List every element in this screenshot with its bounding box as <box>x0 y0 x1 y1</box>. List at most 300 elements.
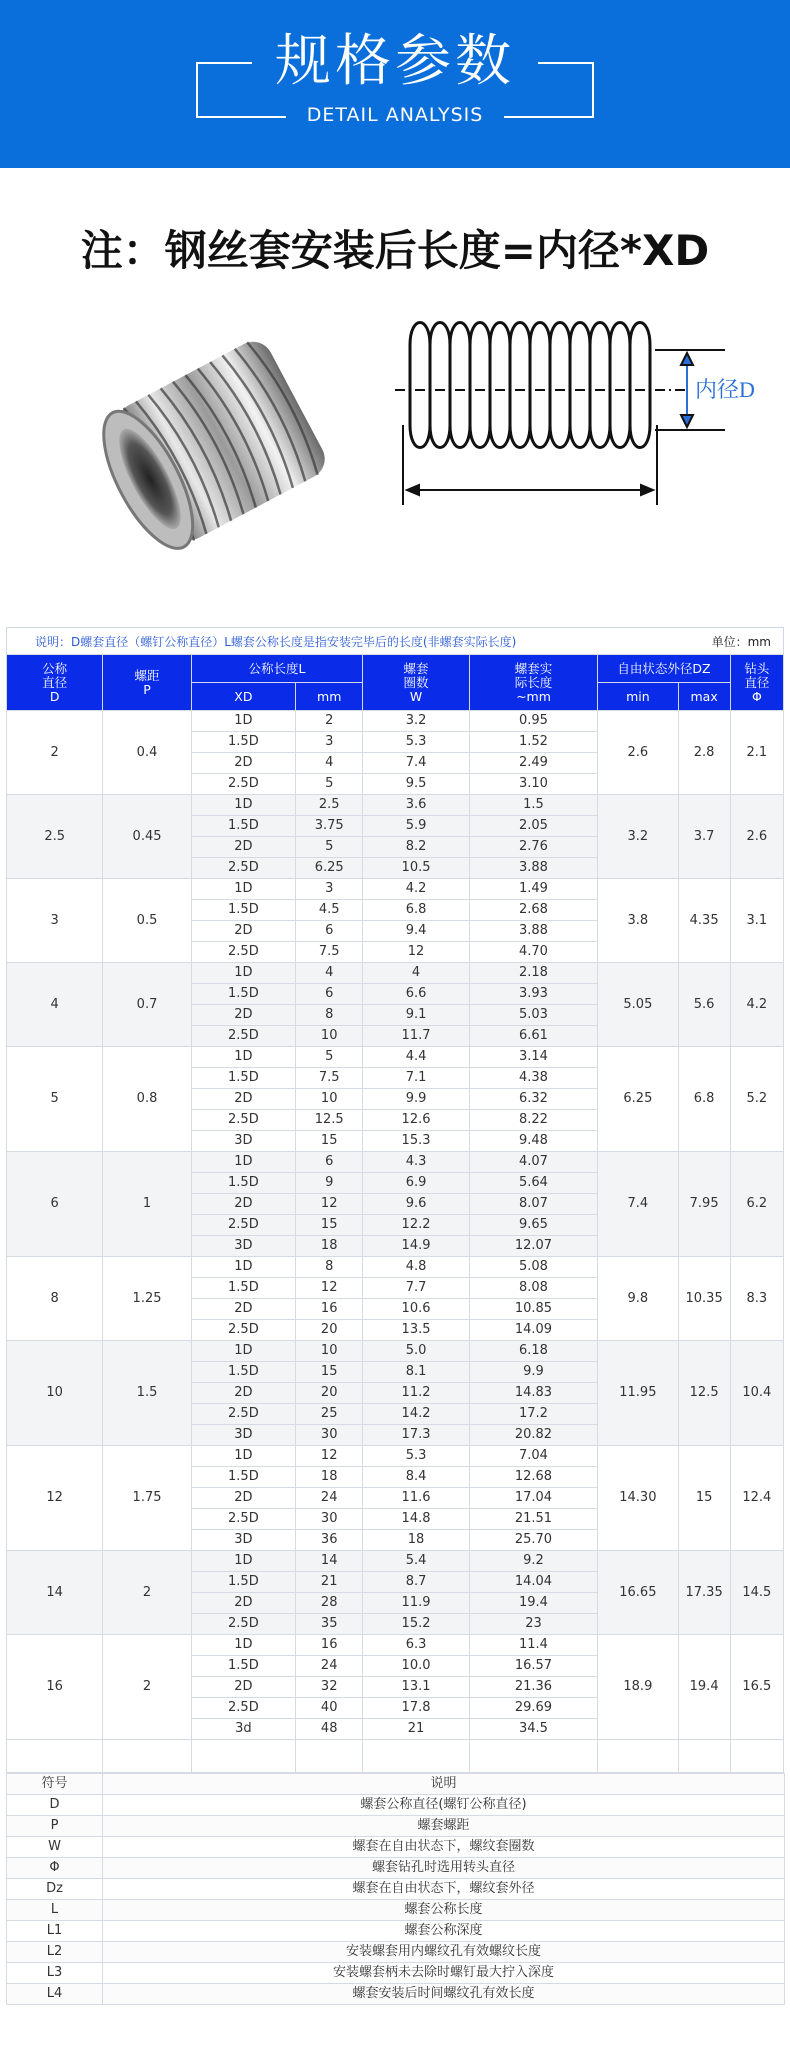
cell-coils: 8.7 <box>363 1572 469 1593</box>
cell-dz-min: 7.4 <box>598 1152 678 1257</box>
cell-length-mm: 12 <box>296 1446 363 1467</box>
cell-pitch: 1.75 <box>103 1446 191 1551</box>
cell-coils: 21 <box>363 1719 469 1740</box>
cell-length-mm: 3 <box>296 732 363 753</box>
cell-length-xd: 2D <box>191 1488 295 1509</box>
spacer-cell <box>598 1740 678 1773</box>
cell-length-xd: 1.5D <box>191 1278 295 1299</box>
col-header-dz-min: min <box>598 683 678 711</box>
cell-actual-length: 14.09 <box>469 1320 597 1341</box>
legend-row <box>7 1942 785 1963</box>
cell-coils: 4 <box>363 963 469 984</box>
table-row <box>7 1257 784 1278</box>
cell-diameter: 2 <box>7 711 103 795</box>
legend-description: 螺套钻孔时选用转头直径 <box>103 1858 785 1879</box>
cell-length-xd: 1D <box>191 963 295 984</box>
cell-coils: 9.6 <box>363 1194 469 1215</box>
table-row <box>7 1152 784 1173</box>
cell-dz-max: 19.4 <box>678 1635 730 1740</box>
cell-length-xd: 2D <box>191 1194 295 1215</box>
table-row <box>7 1551 784 1572</box>
legend-row <box>7 1858 785 1879</box>
cell-dz-min: 3.2 <box>598 795 678 879</box>
cell-length-xd: 2D <box>191 1383 295 1404</box>
cell-drill-diameter: 2.1 <box>730 711 783 795</box>
cell-length-xd: 1.5D <box>191 900 295 921</box>
cell-actual-length: 9.9 <box>469 1362 597 1383</box>
cell-length-xd: 2D <box>191 921 295 942</box>
cell-dz-max: 5.6 <box>678 963 730 1047</box>
cell-pitch: 0.8 <box>103 1047 191 1152</box>
cell-dz-max: 10.35 <box>678 1257 730 1341</box>
cell-length-xd: 2.5D <box>191 1320 295 1341</box>
cell-actual-length: 12.07 <box>469 1236 597 1257</box>
cell-length-mm: 20 <box>296 1383 363 1404</box>
col-header-d: 公称 直径 D <box>7 655 103 711</box>
cell-length-mm: 8 <box>296 1005 363 1026</box>
col-header-l-xd: XD <box>191 683 295 711</box>
cell-length-mm: 30 <box>296 1509 363 1530</box>
cell-actual-length: 4.70 <box>469 942 597 963</box>
cell-length-mm: 12 <box>296 1278 363 1299</box>
cell-diameter: 14 <box>7 1551 103 1635</box>
legend-symbol: L <box>7 1900 103 1921</box>
spacer-cell <box>191 1740 295 1773</box>
cell-coils: 6.9 <box>363 1173 469 1194</box>
cell-actual-length: 20.82 <box>469 1425 597 1446</box>
wire-thread-insert-photo <box>80 300 350 590</box>
spec-table-body <box>7 711 784 1773</box>
cell-length-mm: 12 <box>296 1194 363 1215</box>
cell-dz-min: 6.25 <box>598 1047 678 1152</box>
cell-length-xd: 3D <box>191 1530 295 1551</box>
cell-actual-length: 10.85 <box>469 1299 597 1320</box>
cell-length-xd: 1D <box>191 1152 295 1173</box>
cell-coils: 11.6 <box>363 1488 469 1509</box>
cell-coils: 8.2 <box>363 837 469 858</box>
table-explanation-row <box>6 627 784 654</box>
cell-length-xd: 3D <box>191 1131 295 1152</box>
cell-coils: 8.1 <box>363 1362 469 1383</box>
cell-length-xd: 2.5D <box>191 942 295 963</box>
cell-diameter: 6 <box>7 1152 103 1257</box>
cell-coils: 18 <box>363 1530 469 1551</box>
legend-symbol: L1 <box>7 1921 103 1942</box>
cell-actual-length: 16.57 <box>469 1656 597 1677</box>
cell-actual-length: 34.5 <box>469 1719 597 1740</box>
legend-symbol: L2 <box>7 1942 103 1963</box>
cell-actual-length: 3.93 <box>469 984 597 1005</box>
cell-coils: 9.1 <box>363 1005 469 1026</box>
cell-actual-length: 23 <box>469 1614 597 1635</box>
col-header-l: 公称长度L <box>191 655 363 683</box>
cell-coils: 10.0 <box>363 1656 469 1677</box>
cell-length-mm: 2 <box>296 711 363 732</box>
cell-length-xd: 2D <box>191 1005 295 1026</box>
legend-row <box>7 1879 785 1900</box>
cell-length-mm: 6.25 <box>296 858 363 879</box>
cell-coils: 17.8 <box>363 1698 469 1719</box>
cell-actual-length: 19.4 <box>469 1593 597 1614</box>
cell-length-xd: 2.5D <box>191 1110 295 1131</box>
cell-length-mm: 10 <box>296 1341 363 1362</box>
cell-drill-diameter: 14.5 <box>730 1551 783 1635</box>
legend-description: 螺套公称长度 <box>103 1900 785 1921</box>
cell-coils: 14.8 <box>363 1509 469 1530</box>
cell-length-xd: 1.5D <box>191 816 295 837</box>
col-header-dz-max: max <box>678 683 730 711</box>
cell-pitch: 1 <box>103 1152 191 1257</box>
cell-length-mm: 20 <box>296 1320 363 1341</box>
cell-actual-length: 14.83 <box>469 1383 597 1404</box>
cell-dz-max: 7.95 <box>678 1152 730 1257</box>
cell-actual-length: 6.18 <box>469 1341 597 1362</box>
cell-diameter: 12 <box>7 1446 103 1551</box>
cell-length-xd: 2D <box>191 1677 295 1698</box>
cell-dz-max: 4.35 <box>678 879 730 963</box>
cell-actual-length: 8.07 <box>469 1194 597 1215</box>
cell-actual-length: 1.5 <box>469 795 597 816</box>
cell-actual-length: 8.08 <box>469 1278 597 1299</box>
cell-drill-diameter: 2.6 <box>730 795 783 879</box>
insert-diagram <box>385 305 765 565</box>
cell-coils: 4.4 <box>363 1047 469 1068</box>
legend-table <box>6 1773 785 2005</box>
cell-actual-length: 0.95 <box>469 711 597 732</box>
cell-length-xd: 1.5D <box>191 1572 295 1593</box>
cell-drill-diameter: 6.2 <box>730 1152 783 1257</box>
cell-actual-length: 17.2 <box>469 1404 597 1425</box>
spacer-cell <box>363 1740 469 1773</box>
cell-length-mm: 5 <box>296 837 363 858</box>
legend-description: 螺套螺距 <box>103 1816 785 1837</box>
cell-coils: 6.6 <box>363 984 469 1005</box>
cell-dz-max: 2.8 <box>678 711 730 795</box>
spacer-cell <box>103 1740 191 1773</box>
cell-actual-length: 21.51 <box>469 1509 597 1530</box>
legend-description: 螺套在自由状态下，螺纹套外径 <box>103 1879 785 1900</box>
cell-length-xd: 1D <box>191 711 295 732</box>
cell-actual-length: 11.4 <box>469 1635 597 1656</box>
cell-dz-min: 2.6 <box>598 711 678 795</box>
cell-length-xd: 1D <box>191 1257 295 1278</box>
cell-coils: 11.7 <box>363 1026 469 1047</box>
cell-length-mm: 16 <box>296 1635 363 1656</box>
cell-length-mm: 15 <box>296 1362 363 1383</box>
cell-length-mm: 16 <box>296 1299 363 1320</box>
legend-description: 螺套安装后时间螺纹孔有效长度 <box>103 1984 785 2005</box>
cell-length-mm: 12.5 <box>296 1110 363 1131</box>
cell-length-mm: 24 <box>296 1488 363 1509</box>
cell-length-mm: 25 <box>296 1404 363 1425</box>
cell-length-mm: 7.5 <box>296 942 363 963</box>
cell-coils: 7.4 <box>363 753 469 774</box>
cell-coils: 9.9 <box>363 1089 469 1110</box>
cell-length-mm: 5 <box>296 1047 363 1068</box>
legend-row <box>7 1984 785 2005</box>
cell-actual-length: 3.88 <box>469 858 597 879</box>
cell-length-mm: 18 <box>296 1467 363 1488</box>
cell-actual-length: 14.04 <box>469 1572 597 1593</box>
cell-actual-length: 5.03 <box>469 1005 597 1026</box>
cell-length-mm: 48 <box>296 1719 363 1740</box>
cell-length-mm: 14 <box>296 1551 363 1572</box>
table-row <box>7 1635 784 1656</box>
cell-pitch: 0.7 <box>103 963 191 1047</box>
spacer-cell <box>296 1740 363 1773</box>
cell-length-xd: 1.5D <box>191 1173 295 1194</box>
cell-length-xd: 2.5D <box>191 1509 295 1530</box>
table-row <box>7 1047 784 1068</box>
cell-length-xd: 1.5D <box>191 1467 295 1488</box>
cell-length-xd: 2D <box>191 837 295 858</box>
cell-actual-length: 3.88 <box>469 921 597 942</box>
cell-length-xd: 2D <box>191 1299 295 1320</box>
cell-length-xd: 1.5D <box>191 732 295 753</box>
cell-pitch: 2 <box>103 1551 191 1635</box>
spec-table <box>6 654 784 1773</box>
cell-coils: 5.3 <box>363 732 469 753</box>
cell-actual-length: 4.07 <box>469 1152 597 1173</box>
cell-coils: 12 <box>363 942 469 963</box>
cell-pitch: 0.4 <box>103 711 191 795</box>
cell-length-xd: 1D <box>191 1341 295 1362</box>
legend-description: 安装螺套用内螺纹孔有效螺纹长度 <box>103 1942 785 1963</box>
legend-symbol: P <box>7 1816 103 1837</box>
legend-description: 安装螺套柄未去除时螺钉最大拧入深度 <box>103 1963 785 1984</box>
cell-coils: 11.9 <box>363 1593 469 1614</box>
cell-actual-length: 8.22 <box>469 1110 597 1131</box>
cell-length-mm: 15 <box>296 1131 363 1152</box>
page-title: 规格参数 <box>275 29 515 94</box>
cell-diameter: 8 <box>7 1257 103 1341</box>
cell-length-xd: 1D <box>191 795 295 816</box>
col-header-l-mm: mm <box>296 683 363 711</box>
cell-length-xd: 1D <box>191 1635 295 1656</box>
cell-length-mm: 15 <box>296 1215 363 1236</box>
legend-symbol: Dz <box>7 1879 103 1900</box>
legend-row <box>7 1921 785 1942</box>
cell-coils: 5.3 <box>363 1446 469 1467</box>
spec-table-wrapper <box>6 627 784 2005</box>
cell-dz-max: 15 <box>678 1446 730 1551</box>
cell-coils: 14.2 <box>363 1404 469 1425</box>
cell-length-mm: 36 <box>296 1530 363 1551</box>
cell-length-xd: 2.5D <box>191 1404 295 1425</box>
cell-actual-length: 2.18 <box>469 963 597 984</box>
cell-actual-length: 6.32 <box>469 1089 597 1110</box>
table-row <box>7 963 784 984</box>
cell-actual-length: 3.10 <box>469 774 597 795</box>
cell-length-mm: 9 <box>296 1173 363 1194</box>
cell-length-xd: 1D <box>191 879 295 900</box>
cell-coils: 15.2 <box>363 1614 469 1635</box>
cell-diameter: 4 <box>7 963 103 1047</box>
cell-length-mm: 4.5 <box>296 900 363 921</box>
legend-description: 螺套公称深度 <box>103 1921 785 1942</box>
cell-dz-max: 3.7 <box>678 795 730 879</box>
cell-pitch: 0.45 <box>103 795 191 879</box>
cell-dz-max: 6.8 <box>678 1047 730 1152</box>
cell-drill-diameter: 10.4 <box>730 1341 783 1446</box>
cell-length-mm: 30 <box>296 1425 363 1446</box>
cell-pitch: 1.5 <box>103 1341 191 1446</box>
cell-actual-length: 1.49 <box>469 879 597 900</box>
cell-length-xd: 2.5D <box>191 774 295 795</box>
cell-diameter: 2.5 <box>7 795 103 879</box>
cell-length-xd: 3D <box>191 1236 295 1257</box>
cell-length-mm: 6 <box>296 1152 363 1173</box>
cell-coils: 4.8 <box>363 1257 469 1278</box>
cell-length-xd: 3d <box>191 1719 295 1740</box>
cell-length-xd: 1D <box>191 1047 295 1068</box>
legend-header-symbol: 符号 <box>7 1774 103 1795</box>
cell-actual-length: 25.70 <box>469 1530 597 1551</box>
cell-length-mm: 3 <box>296 879 363 900</box>
col-header-dz: 自由状态外径DZ <box>598 655 731 683</box>
cell-pitch: 2 <box>103 1635 191 1740</box>
legend-header-description: 说明 <box>103 1774 785 1795</box>
cell-dz-min: 3.8 <box>598 879 678 963</box>
page-header <box>0 0 790 168</box>
cell-length-xd: 2.5D <box>191 1026 295 1047</box>
cell-drill-diameter: 16.5 <box>730 1635 783 1740</box>
cell-coils: 5.9 <box>363 816 469 837</box>
cell-coils: 12.2 <box>363 1215 469 1236</box>
cell-length-xd: 1.5D <box>191 984 295 1005</box>
cell-coils: 3.2 <box>363 711 469 732</box>
cell-length-mm: 4 <box>296 753 363 774</box>
cell-length-mm: 2.5 <box>296 795 363 816</box>
cell-dz-min: 14.30 <box>598 1446 678 1551</box>
cell-drill-diameter: 3.1 <box>730 879 783 963</box>
cell-coils: 12.6 <box>363 1110 469 1131</box>
spacer-cell <box>7 1740 103 1773</box>
cell-coils: 3.6 <box>363 795 469 816</box>
legend-row <box>7 1837 785 1858</box>
cell-length-mm: 6 <box>296 921 363 942</box>
cell-coils: 10.5 <box>363 858 469 879</box>
cell-actual-length: 2.76 <box>469 837 597 858</box>
cell-diameter: 5 <box>7 1047 103 1152</box>
legend-description: 螺套公称直径(螺钉公称直径) <box>103 1795 785 1816</box>
cell-coils: 5.0 <box>363 1341 469 1362</box>
cell-drill-diameter: 4.2 <box>730 963 783 1047</box>
cell-coils: 4.2 <box>363 879 469 900</box>
legend-row <box>7 1816 785 1837</box>
cell-actual-length: 6.61 <box>469 1026 597 1047</box>
cell-actual-length: 7.04 <box>469 1446 597 1467</box>
cell-coils: 5.4 <box>363 1551 469 1572</box>
cell-length-mm: 4 <box>296 963 363 984</box>
cell-actual-length: 9.65 <box>469 1215 597 1236</box>
cell-length-xd: 2.5D <box>191 1698 295 1719</box>
cell-length-xd: 2.5D <box>191 1614 295 1635</box>
table-unit: 单位：mm <box>711 634 771 649</box>
cell-length-mm: 18 <box>296 1236 363 1257</box>
cell-dz-min: 11.95 <box>598 1341 678 1446</box>
cell-actual-length: 21.36 <box>469 1677 597 1698</box>
legend-symbol: D <box>7 1795 103 1816</box>
cell-length-xd: 1.5D <box>191 1656 295 1677</box>
cell-drill-diameter: 12.4 <box>730 1446 783 1551</box>
cell-coils: 14.9 <box>363 1236 469 1257</box>
cell-length-xd: 3D <box>191 1425 295 1446</box>
legend-table-body <box>7 1774 785 2005</box>
cell-actual-length: 2.68 <box>469 900 597 921</box>
legend-symbol: L3 <box>7 1963 103 1984</box>
col-header-p: 螺距 P <box>103 655 191 711</box>
cell-coils: 7.1 <box>363 1068 469 1089</box>
cell-pitch: 1.25 <box>103 1257 191 1341</box>
cell-coils: 9.5 <box>363 774 469 795</box>
cell-length-xd: 2.5D <box>191 858 295 879</box>
cell-dz-min: 9.8 <box>598 1257 678 1341</box>
inner-diameter-label: 内径D <box>695 377 755 402</box>
cell-length-mm: 35 <box>296 1614 363 1635</box>
cell-actual-length: 29.69 <box>469 1698 597 1719</box>
cell-length-mm: 6 <box>296 984 363 1005</box>
table-explanation: 说明：D螺套直径（螺钉公称直径）L螺套公称长度是指安装完毕后的长度(非螺套实际长度) <box>35 634 517 649</box>
spacer-cell <box>469 1740 597 1773</box>
spacer-cell <box>730 1740 783 1773</box>
table-row <box>7 1341 784 1362</box>
table-spacer-row <box>7 1740 784 1773</box>
cell-length-mm: 40 <box>296 1698 363 1719</box>
cell-actual-length: 1.52 <box>469 732 597 753</box>
cell-actual-length: 3.14 <box>469 1047 597 1068</box>
cell-coils: 17.3 <box>363 1425 469 1446</box>
cell-coils: 13.5 <box>363 1320 469 1341</box>
legend-symbol: W <box>7 1837 103 1858</box>
cell-length-mm: 10 <box>296 1089 363 1110</box>
cell-drill-diameter: 8.3 <box>730 1257 783 1341</box>
cell-dz-min: 18.9 <box>598 1635 678 1740</box>
col-header-drill: 钻头 直径 Φ <box>730 655 783 711</box>
col-header-actual-length: 螺套实 际长度 ~mm <box>469 655 597 711</box>
cell-dz-max: 12.5 <box>678 1341 730 1446</box>
cell-coils: 11.2 <box>363 1383 469 1404</box>
cell-actual-length: 5.08 <box>469 1257 597 1278</box>
cell-actual-length: 12.68 <box>469 1467 597 1488</box>
cell-dz-max: 17.35 <box>678 1551 730 1635</box>
cell-length-mm: 8 <box>296 1257 363 1278</box>
col-header-w: 螺套 圈数 W <box>363 655 469 711</box>
cell-pitch: 0.5 <box>103 879 191 963</box>
install-note: 注：钢丝套安装后长度=内径*XD <box>80 226 710 275</box>
cell-length-xd: 2D <box>191 1089 295 1110</box>
cell-length-mm: 28 <box>296 1593 363 1614</box>
cell-length-mm: 10 <box>296 1026 363 1047</box>
page-subtitle: DETAIL ANALYSIS <box>306 104 484 126</box>
cell-coils: 4.3 <box>363 1152 469 1173</box>
cell-length-mm: 21 <box>296 1572 363 1593</box>
cell-actual-length: 9.48 <box>469 1131 597 1152</box>
legend-description: 螺套在自由状态下，螺纹套圈数 <box>103 1837 785 1858</box>
cell-length-xd: 1D <box>191 1446 295 1467</box>
spacer-cell <box>678 1740 730 1773</box>
cell-actual-length: 9.2 <box>469 1551 597 1572</box>
cell-actual-length: 5.64 <box>469 1173 597 1194</box>
cell-actual-length: 2.05 <box>469 816 597 837</box>
cell-diameter: 10 <box>7 1341 103 1446</box>
legend-symbol: L4 <box>7 1984 103 2005</box>
legend-row <box>7 1795 785 1816</box>
cell-length-mm: 3.75 <box>296 816 363 837</box>
cell-length-xd: 1.5D <box>191 1068 295 1089</box>
cell-coils: 6.3 <box>363 1635 469 1656</box>
cell-actual-length: 17.04 <box>469 1488 597 1509</box>
